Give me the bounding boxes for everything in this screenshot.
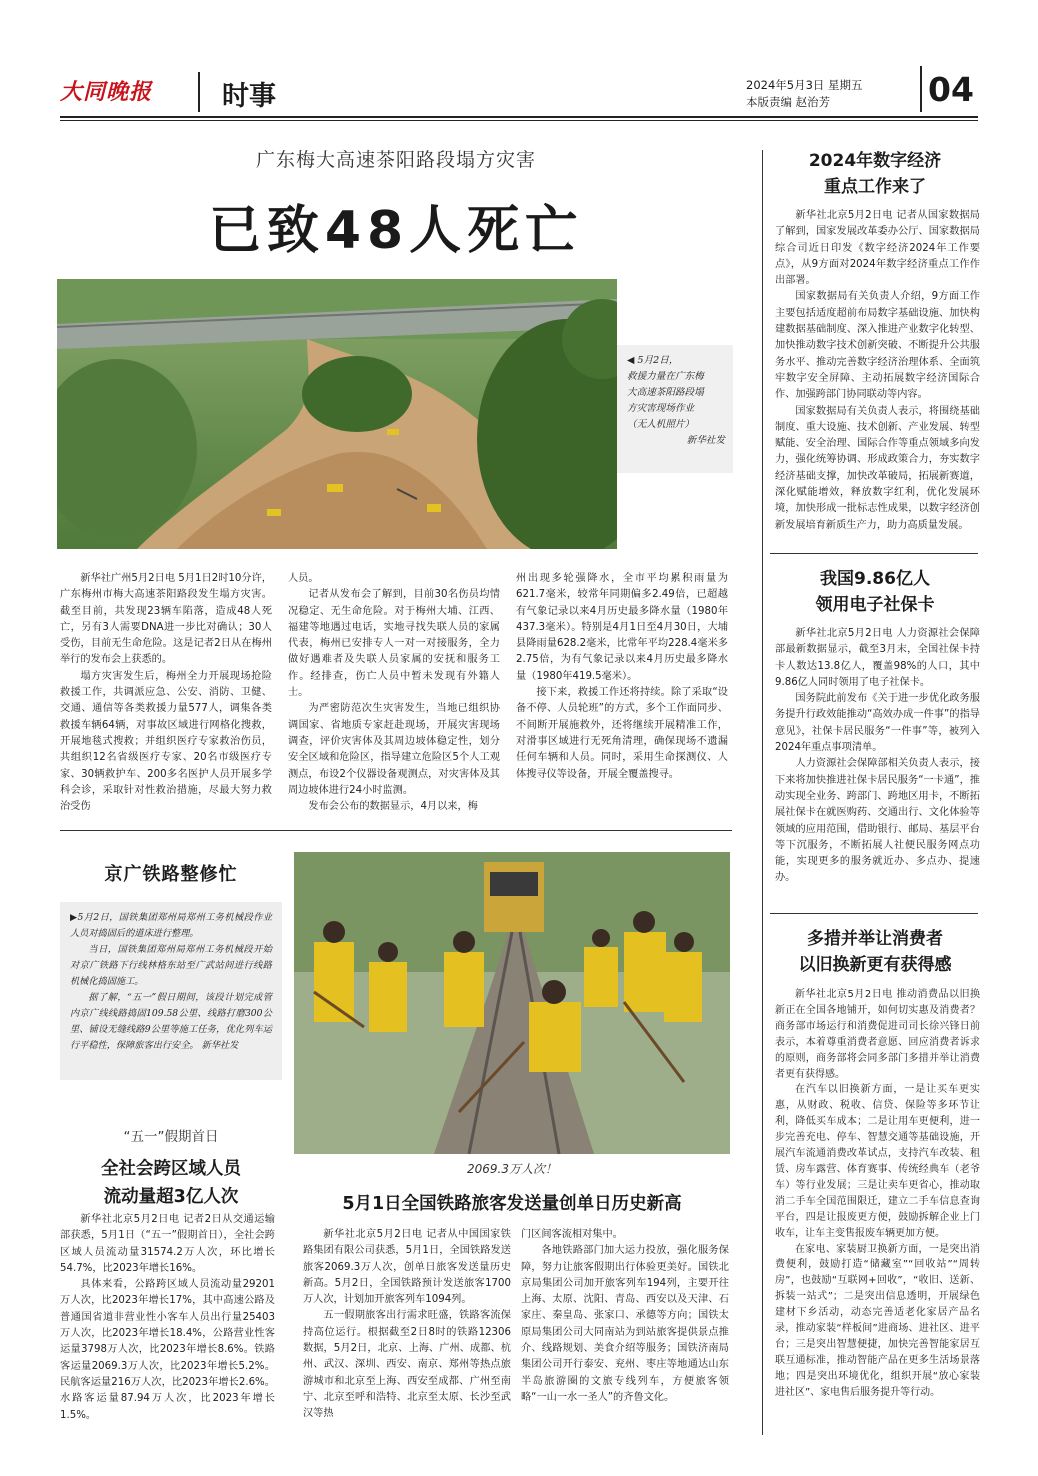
paragraph: 具体来看，公路跨区域人员流动量29201万人次，比2023年增长17%，其中高速公路及普通国省道非营业性小客车人员出行量25403万人次，比2023年增长18.4%，公路营业性客运量3798万人次，比2023年增长8.6%。铁路客运量2069.3万人次，比2023年增长5.2%。民航客运量216万人次，比2023年增长2.6%。水路客运量87.94万人次，比2023年增长1.5%。 xyxy=(60,1279,275,1421)
main-story-column-1 xyxy=(60,571,272,815)
caption-line: 大高速茶阳路段塌 xyxy=(627,387,704,398)
consumer-headline xyxy=(770,926,980,978)
right-column-divider xyxy=(770,553,978,554)
caption-line: ◀ 5月2日， xyxy=(627,355,679,366)
paragraph: 新华社北京5月2日电 记者从中国国家铁路集团有限公司获悉，5月1日，全国铁路发送旅客2069.3万人次，创单日旅客发送量历史新高。5月2日，全国铁路预计发送旅客1700万人次，计划加开旅客列车1094列。 xyxy=(303,1229,511,1306)
masthead-rule-thin xyxy=(60,120,978,121)
main-story-subtitle: 广东梅大高速茶阳路段塌方灾害 xyxy=(255,149,536,171)
paragraph: 人员。 xyxy=(288,573,319,584)
headline-line: 我国9.86亿人 xyxy=(820,569,930,589)
social-card-headline xyxy=(770,566,980,618)
headline-line: 领用电子社保卡 xyxy=(815,595,935,615)
newspaper-logo xyxy=(60,70,188,110)
social-card-body xyxy=(775,626,980,887)
headline-line: 2024年数字经济 xyxy=(808,151,942,171)
page-number-divider xyxy=(920,66,922,112)
rail-record-column-1 xyxy=(303,1227,511,1423)
caption-paragraph: ▶5月2日，国铁集团郑州局郑州工务机械段作业人员对捣固后的道床进行整理。 xyxy=(70,912,272,939)
paragraph: 国家数据局有关负责人表示，将围绕基础制度、重大设施、技术创新、产业发展、转型赋能、安全治理、国际合作等重点领域多向发力，强化统筹协调、形成政策合力，夯实数字经济基础支撑，加快改革破局，拓展新赛道，深化赋能增效，释放数字红利，优化发展环境，加快形成一批标志性成果，以数字经济创新发展培育新质生产力，助力高质量发展。 xyxy=(775,405,980,531)
caption-paragraph: 当日，国铁集团郑州局郑州工务机械段开始对京广铁路下行线林格东站至广武站间进行线路机械化捣固施工。 xyxy=(70,944,272,987)
mayday-kicker: “五一”假期首日 xyxy=(123,1129,219,1145)
main-story-column-2 xyxy=(288,571,500,815)
paragraph: 记者从发布会了解到，目前30名伤员均情况稳定、无生命危险。对于梅州大埔、江西、福建等地遇过电话，实地寻找失联人员的家属代表，梅州已安排专人一对一对接服务，全力做好遇难者及失联人员家属的安抚和服务工作。经排查，伤亡人员中暂未发现有外籍人士。 xyxy=(288,589,500,699)
headline-line: 重点工作来了 xyxy=(824,177,926,197)
page-number: 04 xyxy=(928,70,974,109)
caption-credit: 新华社发 xyxy=(686,435,725,446)
paragraph: 新华社北京5月2日电 推动消费品以旧换新正在全国各地铺开，如何切实惠及消费者？商务部市场运行和消费促进司司长徐兴锋日前表示，本着尊重消费者意愿、回应消费者诉求的原则，商务部将会同多部门多措并举让消费者更有获得感。 xyxy=(775,989,980,1080)
issue-date: 2024年5月3日 星期五 xyxy=(746,78,863,92)
main-photo-caption xyxy=(617,345,733,473)
paragraph: 国务院此前发布《关于进一步优化政务服务提升行政效能推动“高效办成一件事”的指导意见》，社保卡居民服务“一件事”等，被列入2024年重点事项清单。 xyxy=(775,693,980,754)
caption-line: 救援力量在广东梅 xyxy=(627,371,704,382)
masthead-rule xyxy=(60,116,978,118)
paragraph: 在家电、家装厨卫换新方面，一是突出消费便利，鼓励打造“储藏室”“回收站”“周转房”，也鼓励“互联网+回收”，“收旧、送新、拆装一站式”；二是突出信息透明，开展绿色建材下乡活动，动态完善适老化家居产品名录，推动家装“样板间”进商场、进社区、进平台；三是突出智慧便捷，加快完善智能家居互联互通标准，推动智能产品在更多生活场景落地；四是突出环境优化，组织开展“放心家装进社区”、家电售后服务提升等行动。 xyxy=(775,1243,980,1398)
paragraph: 为严密防范次生灾害发生，当地已组织协调国家、省地质专家赶赴现场，开展灾害现场调查，评价灾害体及其周边坡体稳定性，划分安全区域和危险区，指导建立危险区5个人工观测点，布设2个仪器设备观测点，对灾害体及其周边坡体进行24小时监测。 xyxy=(288,703,500,796)
headline-line: 以旧换新更有获得感 xyxy=(798,955,952,975)
paragraph: 新华社广州5月2日电 5月1日2时10分许，广东梅州市梅大高速茶阳路段发生塌方灾害。截至目前，共发现23辆车陷落，造成48人死亡，另有3人需要DNA进一步比对确认；30人受伤，目前无生命危险。这是记者2日从在梅州举行的发布会上获悉的。 xyxy=(60,573,272,666)
paragraph: 塌方灾害发生后，梅州全力开展现场抢险救援工作，共调派应急、公安、消防、卫健、交通、通信等各类救援力量577人，调集各类救援车辆64辆，对事故区域进行网格化搜救，开展地毯式搜救；并组织医疗专家救治伤员，共组织12名省级医疗专家、20名市级医疗专家、30辆救护车、200多名医护人员开展多学科会诊，采取针对性救治措施，尽最大努力救治受伤 xyxy=(60,670,272,813)
consumer-body xyxy=(775,987,980,1401)
digital-economy-body xyxy=(775,208,980,534)
editor-line: 本版责编 赵治芳 xyxy=(746,95,831,109)
mayday-body xyxy=(60,1212,275,1424)
headline-line: 全社会跨区域人员 xyxy=(101,1159,241,1179)
paragraph: 人力资源社会保障部相关负责人表示，接下来将加快推进社保卡居民服务“一卡通”，推动实现全业务、跨部门、跨地区用卡，不断拓展社保卡在就医购药、交通出行、文化体验等领域的应用范围，借助银行、邮局、基层平台等下沉服务，不断拓展人社便民服务网点功能，实现更多的服务就近办、多点办、提速办。 xyxy=(775,758,980,884)
paragraph: 新华社北京5月2日电 记者从国家数据局了解到，国家发展改革委办公厅、国家数据局综合司近日印发《数字经济2024年工作要点》，从9方面对2024年数字经济重点工作作出部署。 xyxy=(775,210,980,287)
paragraph: 门区间客流相对集中。 xyxy=(521,1229,623,1240)
caption-line: 方灾害现场作业 xyxy=(627,403,695,414)
paragraph: 新华社北京5月2日电 记者2日从交通运输部获悉，5月1日（“五一”假期首日），全社会跨区域人员流动量31574.2万人次，环比增长54.7%，比2023年增长16%。 xyxy=(60,1214,275,1274)
main-story-headline: 已致48人死亡 xyxy=(208,201,584,261)
paragraph: 国家数据局有关负责人介绍，9方面工作主要包括适度超前布局数字基础设施、加快构建数据基础制度、深入推进产业数字化转型、加快推动数字技术创新突破、不断提升公共服务水平、推动完善数字经济治理体系、全面筑牢数字安全屏障、主动拓展数字经济国际合作、加强跨部门协同联动等内容。 xyxy=(775,291,980,401)
railway-maintenance-caption xyxy=(60,902,282,1080)
masthead-divider xyxy=(198,72,200,112)
rail-record-column-2 xyxy=(521,1227,729,1406)
paragraph: 新华社北京5月2日电 人力资源社会保障部最新数据显示，截至3月末，全国社保卡持卡人数达13.8亿人，覆盖98%的人口，其中9.86亿人同时领用了电子社保卡。 xyxy=(775,628,980,688)
paragraph: 各地铁路部门加大运力投放，强化服务保障，努力让旅客假期出行体验更美好。国铁北京局集团公司加开旅客列车194列，主要开往上海、太原、沈阳、青岛、西安以及天津、石家庄、秦皇岛、张家口、承德等方向；国铁太原局集团公司大同南站为到站旅客提供景点推介、线路规划、美食介绍等服务；国铁济南局集团公司开行泰安、兖州、枣庄等地通达山东半岛旅游圈的文旅专线列车，方便旅客领略“一山一水一圣人”的齐鲁文化。 xyxy=(521,1245,729,1403)
section-divider xyxy=(60,830,732,831)
landslide-photo xyxy=(57,279,617,549)
logo-text: 大同晚报 xyxy=(60,78,153,105)
rail-record-kicker: 2069.3万人次！ xyxy=(467,1162,557,1176)
caption-paragraph: 据了解，“五一”假日期间，该段计划完成管内京广线线路捣固109.58公里、线路打磨300公里、铺设无缝线路9公里等施工任务，优化列车运行平稳性，保障旅客出行安全。 新华社发 xyxy=(70,992,272,1051)
mayday-headline xyxy=(60,1155,282,1211)
caption-line: （无人机照片） xyxy=(627,419,695,430)
paragraph: 发布会公布的数据显示，4月以来，梅 xyxy=(308,801,478,813)
paragraph: 接下来，救援工作还将持续。除了采取“设备不停、人员轮班”的方式，多个工作面同步、不间断开展施救外，还将继续开展精准工作，对滑事区域进行无死角清理，确保现场不遗漏任何车辆和人员。同时，采用生命探测仪、人体搜寻仪等设备，开展全覆盖搜寻。 xyxy=(516,687,728,780)
column-divider xyxy=(762,150,763,1435)
railway-maintenance-headline: 京广铁路整修忙 xyxy=(104,864,238,885)
digital-economy-headline xyxy=(770,148,980,200)
right-column-divider xyxy=(770,913,978,914)
paragraph: 在汽车以旧换新方面，一是让买车更实惠，从财政、税收、信贷、保险等多环节让利，降低买车成本；二是让用车更便利，进一步完善充电、停车、智慧交通等基础设施，开展汽车流通消费改革试点，支持汽车改装、租赁、房车露营、体育赛事、传统经典车（老爷车）等行业发展；三是让卖车更省心，推动取消二手车全国范围限迁，建立二手车信息查询平台，四是让报废更方便，鼓励拆解企业上门收车，让车主变售报废车辆更加方便。 xyxy=(775,1084,980,1239)
railway-workers-photo xyxy=(294,852,730,1154)
headline-line: 多措并举让消费者 xyxy=(807,929,943,949)
headline-line: 流动量超3亿人次 xyxy=(103,1187,239,1207)
paragraph: 五一假期旅客出行需求旺盛，铁路客流保持高位运行。根据截至2日8时的铁路12306数据，5月2日，北京、上海、广州、成都、杭州、武汉、深圳、西安、南京、郑州等热点旅游城市和北京至上海、西安至成都、广州至南宁、北京至呼和浩特、北京至太原、长沙至武汉等热 xyxy=(303,1310,511,1420)
rail-record-headline: 5月1日全国铁路旅客发送量创单日历史新高 xyxy=(342,1194,682,1214)
section-title: 时事 xyxy=(222,81,276,112)
main-story-column-3 xyxy=(516,571,728,783)
date-block xyxy=(746,77,863,111)
paragraph: 州出现多轮强降水，全市平均累积雨量为621.7毫米，较常年同期偏多2.49倍，已超越有气象记录以来4月历史最多降水量（1980年437.3毫米）。特别是4月1日至4月30日，大埔县降雨量628.2毫米，比常年平均228.4毫米多2.75倍，为有气象记录以来4月历史最多降水量（1980年419.5毫米）。 xyxy=(516,573,728,682)
